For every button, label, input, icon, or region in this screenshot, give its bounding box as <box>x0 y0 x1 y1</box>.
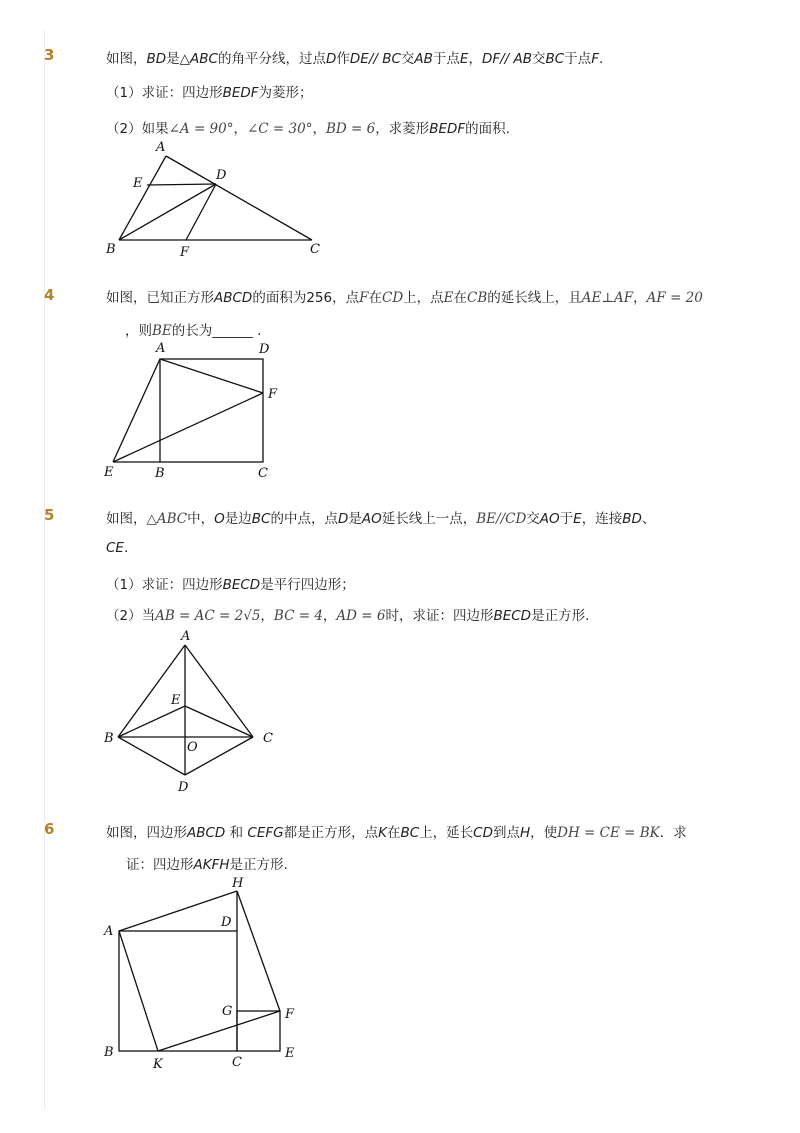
label-B: B <box>155 466 165 481</box>
text-segment: 是边 <box>224 511 252 527</box>
text-segment: 如图，已知正方形 <box>106 290 214 306</box>
text-segment: （2）如果 <box>106 121 169 137</box>
text-segment: （2）当 <box>106 608 156 624</box>
label-B: B <box>104 731 114 746</box>
text-segment: 是正方形. <box>531 608 590 624</box>
label-F: F <box>268 387 278 402</box>
text-segment: 到点 <box>493 825 520 841</box>
text-segment: . <box>598 51 604 67</box>
text-segment: ， <box>312 121 326 137</box>
question-number-6: 6 <box>44 820 55 838</box>
label-D: D <box>178 780 189 795</box>
math-segment: BD <box>146 51 167 67</box>
math-segment: E <box>459 51 469 67</box>
text-segment: 是平行四边形； <box>260 577 355 593</box>
text-segment: 的面积. <box>465 121 510 137</box>
math-segment: BECD <box>493 608 532 624</box>
math-segment: BE//CD <box>476 511 527 527</box>
text-segment: 如图， <box>106 511 147 527</box>
math-segment: AO <box>361 511 382 527</box>
label-O: O <box>187 740 198 755</box>
math-segment: D <box>325 51 337 67</box>
label-F: F <box>180 245 190 260</box>
math-segment: F <box>359 290 369 306</box>
text-segment: 交 <box>531 51 546 67</box>
text-segment: ， <box>468 51 482 67</box>
math-segment: CD <box>381 290 404 306</box>
math-segment: AKFH <box>193 857 230 873</box>
math-segment: E <box>443 290 454 306</box>
text-segment: ，则 <box>125 323 152 339</box>
math-segment: △ABC <box>179 51 218 67</box>
math-segment: BC <box>545 51 565 67</box>
label-K: K <box>153 1057 163 1072</box>
math-segment: AO <box>539 511 560 527</box>
text-segment: 于点 <box>432 51 460 67</box>
text-segment: 如图，四边形 <box>106 825 187 841</box>
label-E: E <box>133 176 143 191</box>
math-segment: H <box>520 825 531 841</box>
math-segment: ABCD <box>214 290 253 306</box>
math-segment: CB <box>467 290 488 306</box>
math-segment: DH = CE = BK <box>557 825 660 841</box>
text-segment: 是 <box>348 511 362 527</box>
label-D: D <box>216 168 227 183</box>
text-segment: 于点 <box>564 51 592 67</box>
text-segment: ，连接 <box>581 511 623 527</box>
label-B: B <box>104 1045 114 1060</box>
label-C: C <box>263 731 273 746</box>
text-segment: ， <box>233 121 247 137</box>
text-segment: 和 <box>225 825 248 841</box>
text-segment: 中， <box>187 511 215 527</box>
question-number-5: 5 <box>44 506 55 524</box>
math-segment: AE⊥AF <box>581 290 634 306</box>
math-segment: BD <box>622 511 642 527</box>
label-H: H <box>232 876 244 891</box>
label-F: F <box>285 1007 295 1022</box>
question-number-3: 3 <box>44 46 55 64</box>
text-segment: ， <box>633 290 647 306</box>
text-segment: 如图， <box>106 51 147 67</box>
math-segment: BEDF <box>222 85 259 101</box>
label-C: C <box>310 242 320 257</box>
math-segment: AD = 6 <box>336 608 386 624</box>
text-segment: 上，延长 <box>419 825 474 841</box>
math-segment: CD <box>473 825 493 841</box>
label-B: B <box>106 242 116 257</box>
text-segment: （1）求证：四边形 <box>106 85 223 101</box>
math-segment: BC = 4 <box>273 608 323 624</box>
math-segment: ∠C = 30° <box>246 121 313 137</box>
label-E: E <box>171 693 181 708</box>
label-C: C <box>258 466 268 481</box>
math-segment: ∠A = 90° <box>168 121 234 137</box>
text-segment: 时，求证：四边形 <box>385 608 494 624</box>
math-segment: BC <box>251 511 271 527</box>
text-segment: 、 <box>641 511 656 527</box>
text-segment: （1）求证：四边形 <box>106 577 223 593</box>
text-segment: 在 <box>386 825 401 841</box>
text-segment: ，求菱形 <box>375 121 430 137</box>
math-segment: AB <box>414 51 433 67</box>
text-segment: 于 <box>559 511 574 527</box>
math-segment: △ABC <box>146 511 188 527</box>
label-A: A <box>181 629 191 644</box>
label-A: A <box>104 924 114 939</box>
math-segment: AF = 20 <box>646 290 703 306</box>
text-segment: . <box>123 540 129 556</box>
math-segment: BD = 6 <box>325 121 376 137</box>
text-segment: ， <box>322 608 337 624</box>
math-segment: E <box>573 511 582 527</box>
text-segment: ，使 <box>530 825 558 841</box>
text-segment: 在 <box>368 290 382 306</box>
text-segment: 交 <box>400 51 415 67</box>
math-segment: F <box>591 51 599 67</box>
text-segment: 在 <box>453 290 467 306</box>
text-segment: 的中点，点 <box>270 511 338 527</box>
label-D: D <box>221 915 232 930</box>
label-A: A <box>156 140 166 155</box>
text-segment: 证：四边形 <box>126 857 194 873</box>
label-E: E <box>104 465 114 480</box>
label-G: G <box>222 1004 233 1019</box>
math-segment: K <box>378 825 387 841</box>
question-number-4: 4 <box>44 286 55 304</box>
text-segment: 是正方形. <box>229 857 288 873</box>
label-E: E <box>285 1046 295 1061</box>
math-segment: BEDF <box>429 121 466 137</box>
label-A: A <box>156 341 166 356</box>
math-segment: DF// AB <box>481 51 532 67</box>
text-segment: 的面积为256，点 <box>252 290 360 306</box>
math-segment: ABCD <box>187 825 226 841</box>
math-segment: BC <box>400 825 420 841</box>
text-segment: 上，点 <box>403 290 444 306</box>
math-segment: CE <box>106 540 124 556</box>
text-segment: 的角平分线，过点 <box>217 51 326 67</box>
text-segment: 的长为______ . <box>171 323 262 339</box>
text-segment: ．求 <box>659 825 687 841</box>
text-segment: 延长线上一点， <box>381 511 477 527</box>
text-segment: 作 <box>336 51 350 67</box>
text-segment: ， <box>260 608 274 624</box>
math-segment: O <box>214 511 225 527</box>
label-C: C <box>232 1055 242 1070</box>
math-segment: D <box>337 511 349 527</box>
math-segment: CEFG <box>247 825 284 841</box>
text-segment: 为菱形； <box>258 85 313 101</box>
text-segment: 都是正方形，点 <box>283 825 379 841</box>
math-segment: BE <box>152 323 172 339</box>
text-segment: 的延长线上，且 <box>487 290 582 306</box>
label-D: D <box>259 342 270 357</box>
math-segment: DE// BC <box>349 51 401 67</box>
math-segment: BECD <box>222 577 261 593</box>
text-segment: 是 <box>166 51 180 67</box>
text-segment: 交 <box>526 511 540 527</box>
math-segment: AB = AC = 2√5 <box>155 608 261 624</box>
